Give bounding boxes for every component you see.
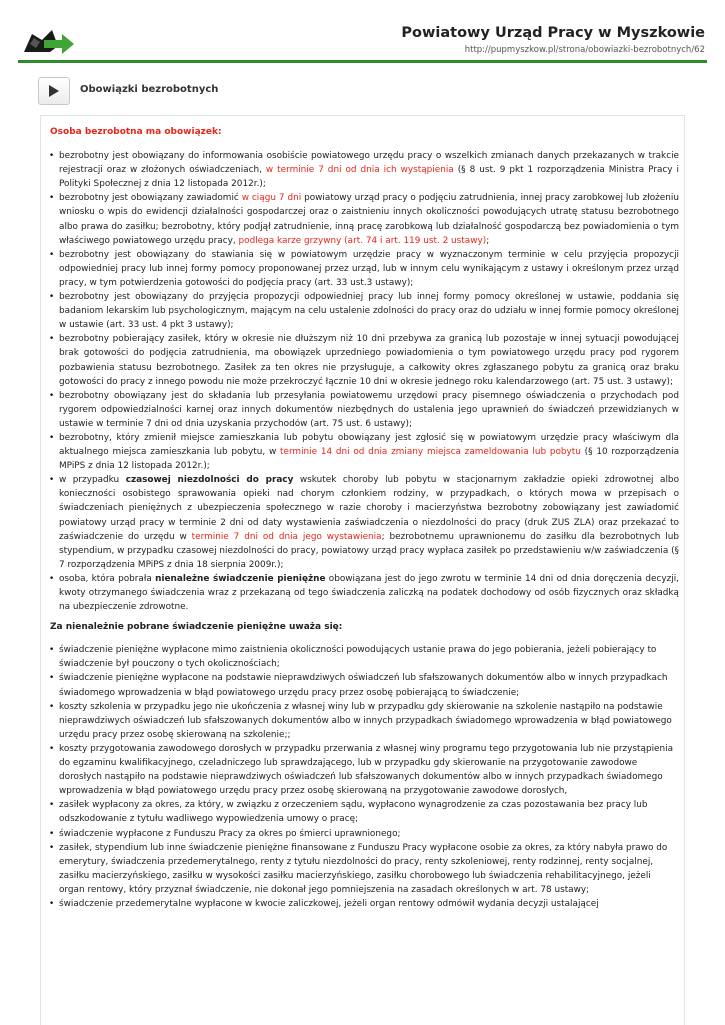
article-content <box>50 125 679 911</box>
item-text: (§ 8 ust. 9 pkt 1 rozporządzenia Ministra Pracy i Polityki Społecznej z dnia 12 listopada 2012r.); <box>59 165 679 190</box>
list-item: • koszty szkolenia w przypadku jego nie ukończenia z własnej winy lub w przypadku gdy skierowanie na szkolenie nastąpiło na podstawie nieprawdziwych oświadczeń lub sfałszowanych dokumentów albo w innych przypadkach świadomego wprowadzenia w błąd powiatowego urzędu pracy przez osobę skierowaną na szkolenie;; <box>50 700 679 742</box>
item-text: bezrobotny pobierający zasiłek, który w okresie nie dłuższym niż 10 dni przebywa za granicą lub pozostaje w innej sytuacji powodującej brak gotowości do podjęcia zatrudnienia, ma obowiązek uprzedniego powiadomienia o tym powiatowego urzędu pracy pod rygorem pozbawienia statusu bezrobotnego. Zasiłek za ten okres nie przysługuje, a całkowity okres zgłaszanego pobytu za granicą oraz braku gotowości do pracy z innego powodu nie może przekroczyć łącznie 10 dni w okresie jednego roku kalendarzowego (art. 75 ust. 3 ustawy); <box>59 334 679 387</box>
item-deadline: w terminie 7 dni od dnia ich wystąpienia <box>265 165 454 176</box>
obligations-heading: Osoba bezrobotna ma obowiązek: <box>50 127 222 137</box>
item-text: osoba, która pobrała <box>59 573 156 584</box>
section-arrow-button[interactable] <box>38 77 70 105</box>
pup-logo[interactable] <box>22 26 74 56</box>
item-text: bezrobotny jest obowiązany do stawiania się w powiatowym urzędzie pracy w wyznaczonym terminie w celu przyjęcia propozycji odpowiedniej pracy lub innej formy pomocy proponowanej przez urząd, lub w innym celu wynikającym z ustawy i określonym przez urząd pracy, w tym potwierdzenia gotowości do podjęcia pracy (art. 33 ust.3 ustawy); <box>59 249 679 288</box>
item-text: wskutek choroby lub pobytu w stacjonarnym zakładzie opieki zdrowotnej albo konieczności osobistego sprawowania opieki nad chorym członkiem rodziny, w przypadkach, o których mowa w przepisach o świadczeniach pieniężnych z ubezpieczenia społecznego w razie choroby i macierzyństwa bezrobotny zobowiązany jest zawiadomić powiatowy urząd pracy w terminie 2 dni od daty wystawienia zaświadczenia o niezdolności do pracy (druk ZUS ZLA) oraz przekazać to zaświadczenie do urzędu w <box>59 475 679 542</box>
undue-benefits-list <box>50 643 679 911</box>
list-item <box>50 149 679 191</box>
item-text: powiatowy urząd pracy o podjęciu zatrudnienia, innej pracy zarobkowej lub złożeniu wniosku o wpis do ewidencji działalności gospodarczej oraz o zaistnieniu innych okoliczności powodujących utratę statusu bezrobotnego albo prawa do zasiłku; bezrobotny, który podjął zatrudnienie, inną pracę zarobkową lub działalność gospodarczą bez powiadomienia o tym właściwego powiatowego urzędu pracy, <box>59 193 679 246</box>
item-deadline: w ciągu 7 dni <box>241 193 302 204</box>
list-item: • świadczenie pieniężne wypłacone mimo zaistnienia okoliczności powodujących ustanie prawa do jego pobierania, jeżeli pobierający to świadczenie był pouczony o tych okolicznościach; <box>50 643 679 671</box>
item-deadline: terminie 7 dni od dnia jego wystawienia <box>191 531 382 542</box>
item-text: (§ 10 rozporządzenia MPiPS z dnia 12 listopada 2012r.); <box>59 447 680 472</box>
undue-benefits-heading: Za nienależnie pobrane świadczenie pieniężne uważa się: <box>50 622 343 633</box>
site-title: Powiatowy Urząd Pracy w Myszkowie <box>401 25 705 41</box>
list-item <box>50 290 679 332</box>
item-text: ; bezrobotnemu uprawnionemu do zasiłku dla bezrobotnych lub stypendium, w przypadku czasowej niezdolności do pracy, powiatowy urząd pracy wypłaca zasiłek po przedstawieniu w/w zaświadczenia (§ 7 rozporządzenia MPiPS z dnia 18 sierpnia 2009r.); <box>59 531 679 570</box>
item-text: ; <box>486 235 490 246</box>
list-item <box>50 389 679 431</box>
item-deadline: terminie 14 dni od dnia zmiany miejsca zameldowania lub pobytu <box>280 447 581 458</box>
logo-graphic <box>22 26 74 56</box>
item-text: bezrobotny obowiązany jest do składania lub przesyłania powiatowemu urzędowi pracy pisemnego oświadczenia o przychodach pod rygorem odpowiedzialności karnej oraz innych dokumentów niezbędnych do ustalenia jego uprawnień do świadczeń przewidzianych w ustawie w terminie 7 dni od dnia uzyskania przychodów (art. 75 ust. 6 ustawy); <box>59 390 679 429</box>
list-item <box>50 332 679 388</box>
list-item: • świadczenie przedemerytalne wypłacone w kwocie zaliczkowej, jeżeli organ rentowy odmówił wydania decyzji ustalającej <box>50 897 679 911</box>
item-text: w przypadku <box>59 475 126 486</box>
arrow-right-icon <box>48 84 60 98</box>
list-item: • świadczenie wypłacone z Funduszu Pracy za okres po śmierci uprawnionego; <box>50 827 679 841</box>
section-title: Obowiązki bezrobotnych <box>80 84 219 95</box>
item-emphasis: nienależne świadczenie pieniężne <box>155 573 326 584</box>
item-text: bezrobotny jest obowiązany zawiadomić <box>59 193 242 204</box>
item-text: bezrobotny jest obowiązany do informowania osobiście powiatowego urzędu pracy o wszelkich zmianach danych przekazanych w trakcie rejestracji oraz w złożonych oświadczeniach, <box>59 151 679 176</box>
list-item <box>50 572 679 614</box>
obligations-list <box>50 149 679 614</box>
item-text: obowiązana jest do jego zwrotu w terminie 14 dni od dnia doręczenia decyzji, kwoty otrzymanego świadczenia wraz z przekazaną od tego świadczenia zaliczką na podatek dochodowy od osób fizycznych oraz składką na ubezpieczenie zdrowotne. <box>59 573 679 613</box>
list-item: • świadczenie pieniężne wypłacone na podstawie nieprawdziwych oświadczeń lub sfałszowanych dokumentów albo w innych przypadkach świadomego wprowadzenia w błąd powiatowego urzędu pracy przez osobę pobierającą to świadczenie; <box>50 671 679 699</box>
page-url[interactable]: http://pupmyszkow.pl/strona/obowiazki-bezrobotnych/62 <box>464 45 705 55</box>
list-item: • zasiłek, stypendium lub inne świadczenie pieniężne finansowane z Funduszu Pracy wypłacone osobie za okres, za który nabyła prawo do emerytury, świadczenia przedemerytalnego, renty z tytułu niezdolności do pracy, renty szkoleniowej, renty rodzinnej, renty socjalnej, zasiłku macierzyńskiego, zasiłku w wysokości zasiłku macierzyńskiego, zasiłku chorobowego lub świadczenia rehabilitacyjnego, jeżeli organ rentowy, który przyznał świadczenie, nie dokonał jego pomniejszenia na zasadach określonych w art. 78 ustawy; <box>50 841 679 897</box>
item-penalty: podlega karze grzywny (art. 74 i art. 119 ust. 2 ustawy) <box>238 235 487 246</box>
list-item <box>50 431 679 473</box>
list-item <box>50 473 679 572</box>
item-emphasis: czasowej niezdolności do pracy <box>125 475 294 486</box>
list-item <box>50 191 679 247</box>
item-text: bezrobotny, który zmienił miejsce zamieszkania lub pobytu obowiązany jest zgłosić się w powiatowym urzędzie pracy właściwym dla aktualnego miejsca zamieszkania lub pobytu, w <box>59 432 679 458</box>
header-divider <box>18 60 707 63</box>
list-item: • koszty przygotowania zawodowego dorosłych w przypadku przerwania z własnej winy programu tego przygotowania lub nie przystąpienia do egzaminu kwalifikacyjnego, czeladniczego lub sprawdzającego, lub w przypadku gdy skierowanie na przygotowanie zawodowe dorosłych nastąpiło na podstawie nieprawdziwych oświadczeń lub sfałszowanych dokumentów albo w innych przypadkach świadomego wprowadzenia w błąd powiatowego urzędu pracy przez osobę skierowaną na przygotowanie zawodowe dorosłych, <box>50 742 679 798</box>
list-item: • zasiłek wypłacony za okres, za który, w związku z orzeczeniem sądu, wypłacono wynagrodzenie za czas pozostawania bez pracy lub odszkodowanie z tytułu wadliwego wypowiedzenia umowy o pracę; <box>50 798 679 826</box>
item-text: bezrobotny jest obowiązany do przyjęcia propozycji odpowiedniej pracy lub innej formy pomocy określonej w ustawie, poddania się badaniom lekarskim lub psychologicznym, mającym na celu ustalenie zdolności do pracy oraz do udziału w innej formie pomocy określonej w ustawie (art. 33 ust. 4 pkt 3 ustawy); <box>59 292 679 331</box>
list-item <box>50 248 679 290</box>
